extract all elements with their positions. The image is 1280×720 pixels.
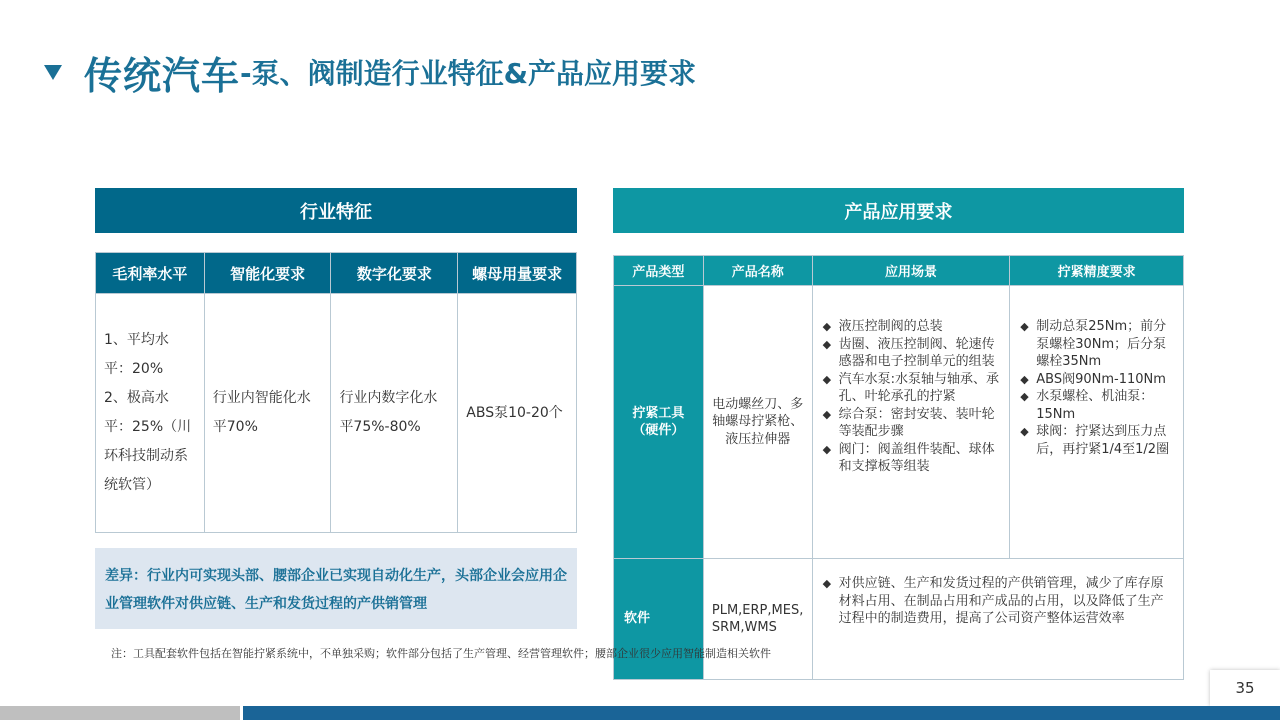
list-item: ◆ 汽车水泵:水泵轴与轴承、承孔、叶轮承孔的拧紧	[822, 371, 1000, 404]
list-item: ◆ 阀门：阀盖组件装配、球体和支撑板等组装	[822, 441, 995, 474]
diamond-bullet-icon: ◆	[822, 372, 832, 386]
product-requirements-header: 产品应用要求	[613, 188, 1184, 233]
col-product-name: 产品名称	[703, 256, 812, 286]
diamond-bullet-icon: ◆	[1020, 390, 1029, 403]
col-precision: 拧紧精度要求	[1010, 256, 1184, 286]
industry-features-header: 行业特征	[95, 188, 577, 233]
industry-features-table	[95, 252, 577, 533]
cell-intelligence: 行业内智能化水平70%	[204, 294, 331, 533]
diamond-bullet-icon: ◆	[822, 337, 832, 351]
cell-nut-usage: ABS泵10-20个	[458, 294, 577, 533]
scene-software	[812, 559, 1183, 680]
footer-bar-blue	[243, 706, 1280, 720]
col-digitalization: 数字化要求	[331, 253, 458, 294]
diamond-bullet-icon: ◆	[1020, 320, 1029, 333]
col-product-type: 产品类型	[614, 256, 704, 286]
list-item: ◆ 液压控制阀的总装	[822, 319, 943, 334]
diamond-bullet-icon: ◆	[822, 320, 832, 333]
diamond-bullet-icon: ◆	[822, 577, 832, 590]
diamond-bullet-icon: ◆	[1020, 372, 1029, 386]
col-scenario: 应用场景	[812, 256, 1010, 286]
list-item: ◆ 综合泵：密封安装、装叶轮等装配步骤	[822, 406, 995, 439]
list-item: ◆ 对供应链、生产和发货过程的产供销管理，减少了库存原材料占用、在制品占用和产成品的占用，以及降低了生产过程中的制造费用，提高了公司资产整体运营效率	[822, 576, 1164, 626]
type-hardware: 拧紧工具（硬件）	[614, 286, 704, 559]
col-nut-usage: 螺母用量要求	[458, 253, 577, 294]
list-item: ◆ ABS阀90Nm-110Nm	[1020, 371, 1166, 387]
title-sub: -泵、阀制造行业特征&产品应用要求	[240, 57, 697, 90]
cell-margin: 1、平均水平：20% 2、极高水平：25%（川环科技制动系统软管）	[96, 294, 205, 533]
cell-digitalization: 行业内数字化水平75%-80%	[331, 294, 458, 533]
footer-bar-gray	[0, 706, 240, 720]
precision-hardware	[1010, 286, 1184, 559]
product-requirements-table	[613, 255, 1184, 680]
name-software: PLM,ERP,MES,SRM,WMS	[703, 559, 812, 680]
triangle-down-icon	[44, 65, 62, 80]
name-hardware: 电动螺丝刀、多轴螺母拧紧枪、液压拉伸器	[703, 286, 812, 559]
diamond-bullet-icon: ◆	[822, 442, 832, 456]
scenes-hardware	[812, 286, 1010, 559]
list-item: ◆ 制动总泵25Nm；前分泵螺栓30Nm；后分泵螺栓35Nm	[1020, 319, 1167, 369]
diamond-bullet-icon: ◆	[1020, 425, 1029, 438]
list-item: ◆ 球阀：拧紧达到压力点后，再拧紧1/4至1/2圈	[1020, 424, 1170, 457]
type-software: 软件	[614, 559, 704, 680]
title-main: 传统汽车	[84, 53, 241, 98]
col-intelligence: 智能化要求	[204, 253, 331, 294]
diamond-bullet-icon: ◆	[822, 407, 832, 421]
footnote: 注：工具配套软件包括在智能拧紧系统中，不单独采购；软件部分包括了生产管理、经营管理软件；腰部企业很少应用智能制造相关软件	[111, 647, 771, 660]
difference-callout: 差异：行业内可实现头部、腰部企业已实现自动化生产，头部企业会应用企业管理软件对供应链、生产和发货过程的产供销管理	[95, 548, 577, 629]
col-margin: 毛利率水平	[96, 253, 205, 294]
list-item: ◆ 水泵螺栓、机油泵：15Nm	[1020, 389, 1154, 422]
slide-title	[44, 44, 696, 100]
page-number: 35	[1210, 670, 1280, 706]
list-item: ◆ 齿圈、液压控制阀、轮速传感器和电子控制单元的组装	[822, 336, 995, 369]
